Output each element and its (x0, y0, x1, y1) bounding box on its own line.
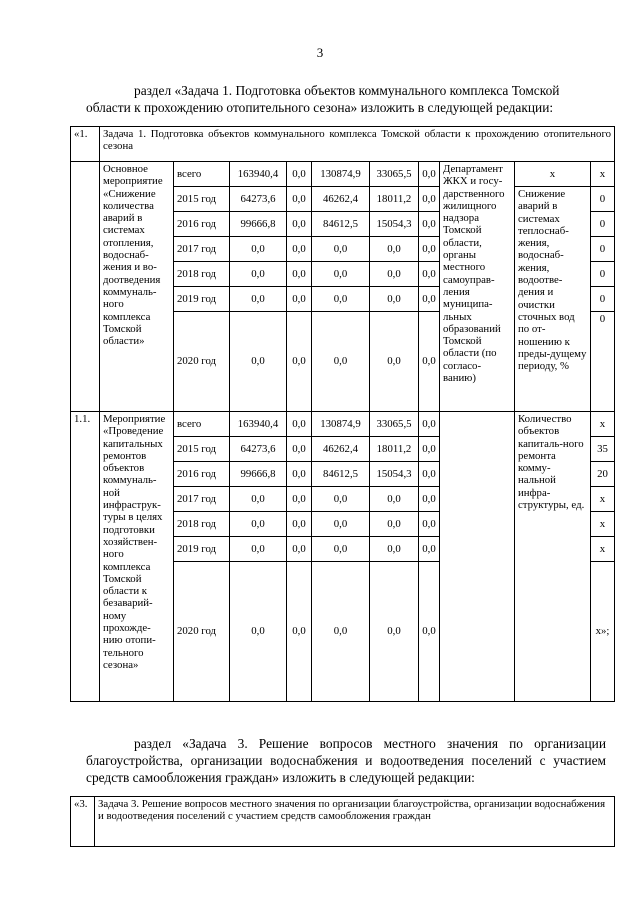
main-indicator-name: Снижение аварий в системах теплоснаб-жения, водоснаб-жения, водоотве-дения и очистки сточных вод по от-ношению к преды-дущему периоду, % (515, 187, 591, 412)
year-cell: 2017 год (174, 487, 230, 512)
task1-table (70, 126, 615, 702)
responsible-executor-empty (440, 412, 515, 702)
indicator-value-cell: 0 (591, 237, 615, 262)
total-funding-cell: 0,0 (230, 312, 287, 412)
municipal-funding-cell: 0,0 (370, 487, 419, 512)
sub-number-cell: 1.1. (71, 412, 100, 702)
page-number: 3 (316, 45, 324, 60)
year-cell: 2017 год (174, 237, 230, 262)
indicator-value-cell: х (591, 487, 615, 512)
other-funding-cell: 0,0 (419, 437, 440, 462)
regional-funding-cell: 0,0 (312, 562, 370, 702)
federal-funding-cell: 0,0 (287, 462, 312, 487)
year-cell: 2015 год (174, 437, 230, 462)
task1-title: Задача 1. Подготовка объектов коммунального комплекса Томской области к прохождению отопительного сезона (100, 127, 615, 162)
total-funding-cell: 64273,6 (230, 187, 287, 212)
other-funding-cell: 0,0 (419, 162, 440, 187)
regional-funding-cell: 130874,9 (312, 162, 370, 187)
year-cell: 2019 год (174, 537, 230, 562)
regional-funding-cell: 84612,5 (312, 462, 370, 487)
regional-funding-cell: 0,0 (312, 312, 370, 412)
federal-funding-cell: 0,0 (287, 262, 312, 287)
other-funding-cell: 0,0 (419, 562, 440, 702)
year-cell: 2020 год (174, 312, 230, 412)
municipal-funding-cell: 0,0 (370, 237, 419, 262)
total-funding-cell: 163940,4 (230, 162, 287, 187)
federal-funding-cell: 0,0 (287, 512, 312, 537)
intro-text-task1: раздел «Задача 1. Подготовка объектов коммунального комплекса Томской области к прохождению отопительного сезона» изложить в следующей редакции: (86, 83, 560, 115)
regional-funding-cell: 0,0 (312, 487, 370, 512)
indicator-value-cell: 0 (591, 212, 615, 237)
indicator-value-cell: 0 (591, 187, 615, 212)
year-cell: 2020 год (174, 562, 230, 702)
indicator-value-cell: х (591, 512, 615, 537)
total-funding-cell: 163940,4 (230, 412, 287, 437)
municipal-funding-cell: 33065,5 (370, 412, 419, 437)
other-funding-cell: 0,0 (419, 487, 440, 512)
task3-title: Задача 3. Решение вопросов местного значения по организации благоустройства, организации водоснабжения и водоотведения поселений с участием средств самообложения граждан (95, 797, 615, 847)
sub-indicator-name: Количество объектов капиталь-ного ремонта комму-нальной инфра-структуры, ед. (515, 412, 591, 702)
federal-funding-cell: 0,0 (287, 212, 312, 237)
year-cell: 2016 год (174, 462, 230, 487)
total-funding-cell: 0,0 (230, 287, 287, 312)
regional-funding-cell: 46262,4 (312, 437, 370, 462)
total-funding-cell: 0,0 (230, 512, 287, 537)
federal-funding-cell: 0,0 (287, 537, 312, 562)
other-funding-cell: 0,0 (419, 187, 440, 212)
other-funding-cell: 0,0 (419, 537, 440, 562)
regional-funding-cell: 0,0 (312, 512, 370, 537)
year-cell: 2018 год (174, 512, 230, 537)
other-funding-cell: 0,0 (419, 212, 440, 237)
task3-row (71, 797, 615, 847)
regional-funding-cell: 46262,4 (312, 187, 370, 212)
total-funding-cell: 0,0 (230, 262, 287, 287)
total-funding-cell: 0,0 (230, 537, 287, 562)
task1-header-row (71, 127, 615, 162)
federal-funding-cell: 0,0 (287, 562, 312, 702)
responsible-executor: Департамент ЖКХ и госу-дарственного жилищного надзора Томской области, органы местного самоуправ-ления муниципа-льных образований Томской области (по согласо-ванию) (440, 162, 515, 412)
indicator-value-cell: х»; (591, 562, 615, 702)
municipal-funding-cell: 0,0 (370, 537, 419, 562)
indicator-value-cell: 0 (591, 287, 615, 312)
municipal-funding-cell: 33065,5 (370, 162, 419, 187)
other-funding-cell: 0,0 (419, 512, 440, 537)
other-funding-cell: 0,0 (419, 287, 440, 312)
intro-paragraph-task3 (86, 735, 606, 786)
indicator-value-cell: х (591, 412, 615, 437)
indicator-header-cell: х (515, 162, 591, 187)
indicator-value-cell: 20 (591, 462, 615, 487)
federal-funding-cell: 0,0 (287, 487, 312, 512)
indicator-value-cell: 0 (591, 262, 615, 287)
total-funding-cell: 64273,6 (230, 437, 287, 462)
year-cell: 2015 год (174, 187, 230, 212)
indicator-value-cell: х (591, 162, 615, 187)
indicator-value-cell: 0 (591, 312, 615, 412)
sub-activity-name: Мероприятие «Проведение капитальных ремонтов объектов коммуналь-ной инфраструк-туры в целях подготовки хозяйствен-ного комплекса Томской области к безаварий-ному прохожде-нию отопи-тельного сезона» (100, 412, 174, 702)
total-funding-cell: 0,0 (230, 487, 287, 512)
other-funding-cell: 0,0 (419, 462, 440, 487)
year-cell: 2018 год (174, 262, 230, 287)
regional-funding-cell: 84612,5 (312, 212, 370, 237)
regional-funding-cell: 0,0 (312, 262, 370, 287)
total-funding-cell: 0,0 (230, 237, 287, 262)
regional-funding-cell: 0,0 (312, 237, 370, 262)
federal-funding-cell: 0,0 (287, 412, 312, 437)
municipal-funding-cell: 15054,3 (370, 462, 419, 487)
regional-funding-cell: 0,0 (312, 537, 370, 562)
regional-funding-cell: 130874,9 (312, 412, 370, 437)
municipal-funding-cell: 0,0 (370, 562, 419, 702)
sub-activity-row (71, 412, 615, 437)
federal-funding-cell: 0,0 (287, 187, 312, 212)
total-funding-cell: 0,0 (230, 562, 287, 702)
year-cell: всего (174, 162, 230, 187)
year-cell: всего (174, 412, 230, 437)
other-funding-cell: 0,0 (419, 312, 440, 412)
main-activity-row (71, 162, 615, 187)
municipal-funding-cell: 0,0 (370, 512, 419, 537)
task3-number: «3. (71, 797, 95, 847)
year-cell: 2019 год (174, 287, 230, 312)
indicator-value-cell: х (591, 537, 615, 562)
municipal-funding-cell: 0,0 (370, 287, 419, 312)
municipal-funding-cell: 0,0 (370, 312, 419, 412)
municipal-funding-cell: 15054,3 (370, 212, 419, 237)
federal-funding-cell: 0,0 (287, 287, 312, 312)
intro-paragraph-task1 (86, 82, 606, 116)
intro-text-task3: раздел «Задача 3. Решение вопросов местного значения по организации благоустройства, организации водоснабжения и водоотведения поселений с участием средств самообложения граждан» изложить в следующей редакции: (86, 736, 606, 785)
federal-funding-cell: 0,0 (287, 312, 312, 412)
main-activity-name: Основное мероприятие «Снижение количества аварий в системах отопления, водоснаб-жения и во-доотведения коммуналь-ного комплекса Томской области» (100, 162, 174, 412)
year-cell: 2016 год (174, 212, 230, 237)
other-funding-cell: 0,0 (419, 262, 440, 287)
municipal-funding-cell: 18011,2 (370, 437, 419, 462)
task3-table (70, 796, 615, 847)
federal-funding-cell: 0,0 (287, 437, 312, 462)
other-funding-cell: 0,0 (419, 237, 440, 262)
indicator-value-cell: 35 (591, 437, 615, 462)
municipal-funding-cell: 0,0 (370, 262, 419, 287)
municipal-funding-cell: 18011,2 (370, 187, 419, 212)
total-funding-cell: 99666,8 (230, 212, 287, 237)
other-funding-cell: 0,0 (419, 412, 440, 437)
regional-funding-cell: 0,0 (312, 287, 370, 312)
federal-funding-cell: 0,0 (287, 237, 312, 262)
federal-funding-cell: 0,0 (287, 162, 312, 187)
total-funding-cell: 99666,8 (230, 462, 287, 487)
task1-number: «1. (71, 127, 100, 162)
main-number-cell (71, 162, 100, 412)
